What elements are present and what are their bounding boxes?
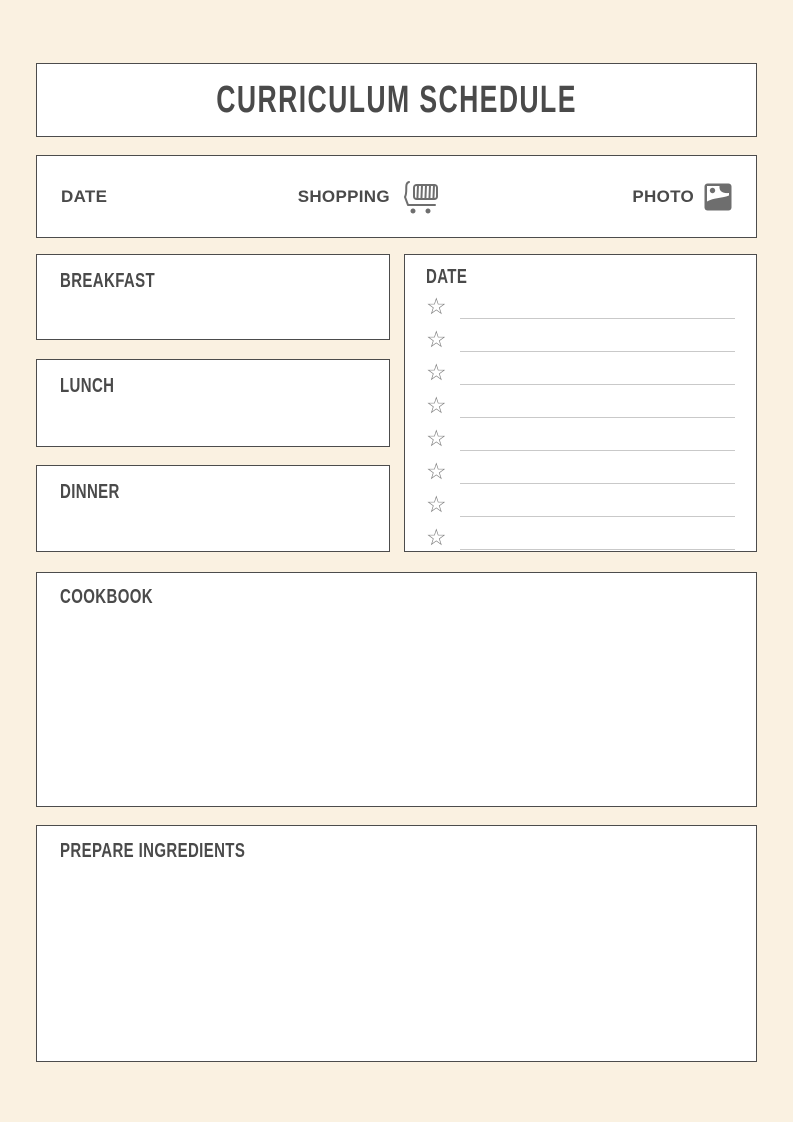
section-date-checklist: [404, 254, 757, 552]
checklist-row: [426, 424, 735, 457]
checklist-entry-line[interactable]: [460, 457, 735, 484]
checklist-entry-line[interactable]: [460, 325, 735, 352]
shopping-group: [298, 179, 442, 215]
checklist-entry-line[interactable]: [460, 490, 735, 517]
shopping-cart-icon: [400, 179, 442, 215]
breakfast-label: BREAKFAST: [60, 270, 156, 292]
star-icon[interactable]: ☆: [426, 459, 447, 485]
checklist-row: [426, 358, 735, 391]
info-date-label: DATE: [61, 186, 108, 206]
lunch-note-area[interactable]: [60, 398, 366, 428]
title-panel: [36, 63, 757, 137]
checklist-entry-line[interactable]: [460, 523, 735, 550]
section-cookbook: [36, 572, 757, 807]
info-bar: [36, 155, 757, 238]
page-title: CURRICULUM SCHEDULE: [216, 78, 577, 121]
star-icon[interactable]: ☆: [426, 360, 447, 386]
photo-image-icon: [704, 183, 732, 211]
prepare-ingredients-label: PREPARE INGREDIENTS: [60, 840, 246, 862]
checklist-entry-line[interactable]: [460, 424, 735, 451]
checklist-entry-line[interactable]: [460, 292, 735, 319]
star-icon[interactable]: ☆: [426, 294, 447, 320]
shopping-label: SHOPPING: [297, 186, 390, 206]
star-icon[interactable]: ☆: [426, 327, 447, 353]
cookbook-note-area[interactable]: [60, 609, 733, 790]
photo-group: [632, 183, 732, 211]
star-icon[interactable]: ☆: [426, 525, 447, 551]
section-breakfast: [36, 254, 390, 340]
cookbook-label: COOKBOOK: [60, 586, 153, 608]
checklist-date-label: DATE: [426, 266, 468, 288]
dinner-label: DINNER: [60, 481, 120, 503]
star-icon[interactable]: ☆: [426, 492, 447, 518]
checklist-rows: [426, 292, 735, 552]
section-dinner: [36, 465, 390, 552]
dinner-note-area[interactable]: [60, 504, 366, 533]
section-prepare-ingredients: [36, 825, 757, 1062]
checklist-row: [426, 523, 735, 552]
checklist-entry-line[interactable]: [460, 358, 735, 385]
checklist-row: [426, 457, 735, 490]
checklist-row: [426, 391, 735, 424]
star-icon[interactable]: ☆: [426, 426, 447, 452]
photo-label: PHOTO: [632, 186, 694, 206]
star-icon[interactable]: ☆: [426, 393, 447, 419]
checklist-entry-line[interactable]: [460, 391, 735, 418]
checklist-row: [426, 490, 735, 523]
checklist-row: [426, 292, 735, 325]
checklist-row: [426, 325, 735, 358]
breakfast-note-area[interactable]: [60, 293, 366, 321]
section-lunch: [36, 359, 390, 447]
lunch-label: LUNCH: [60, 375, 115, 397]
prepare-ingredients-note-area[interactable]: [60, 863, 733, 1044]
